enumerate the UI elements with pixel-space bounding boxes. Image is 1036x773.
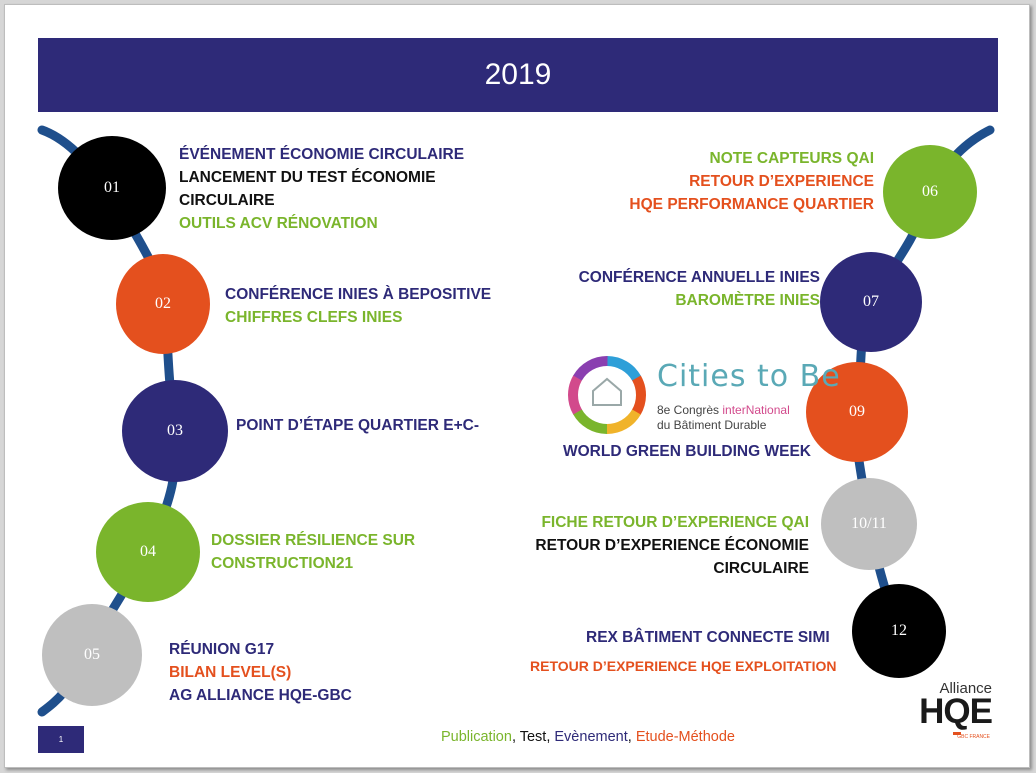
milestone-number: 03 [167,422,183,439]
milestone-line: CONFÉRENCE ANNUELLE INIES [578,269,820,286]
milestone-line: CONSTRUCTION21 [211,555,354,572]
milestone-text-07 [579,266,820,312]
milestone-number: 06 [922,183,938,200]
milestone-circle-03 [122,380,228,482]
alliance-hqe-logo [910,680,992,744]
milestone-text-12 [586,626,830,649]
page-number: 1 [58,735,64,744]
milestone-line: OUTILS ACV RÉNOVATION [179,215,378,232]
logo-alliance: Alliance [939,680,992,697]
legend-evenement: Evènement [554,729,628,745]
year-title: 2019 [484,58,552,91]
subtitle-line2: du Bâtiment Durable [657,418,767,432]
milestone-line: RETOUR D’EXPERIENCE ÉCONOMIE [535,537,809,554]
milestone-circle-12 [852,584,946,678]
legend-sep: , [546,729,555,745]
milestone-line: LANCEMENT DU TEST ÉCONOMIE [179,169,436,186]
milestone-number: 07 [863,293,879,310]
milestone-line: REX BÂTIMENT CONNECTE SIMI [586,629,830,646]
cities-to-be-emblem-icon [565,355,649,435]
milestone-text-01 [179,143,464,235]
logo-hqe: HQE [919,692,992,731]
subtitle-highlight: interNational [722,403,790,417]
milestone-text-04 [211,529,415,575]
milestone-line: RETOUR D’EXPERIENCE HQE EXPLOITATION [530,658,837,674]
milestone-line: AG ALLIANCE HQE-GBC [169,687,352,704]
milestone-text-05 [169,638,352,707]
milestone-number: 10/11 [851,515,887,532]
milestone-number: 04 [140,543,156,560]
milestone-line: BAROMÈTRE INIES [675,292,820,309]
milestone-line: CIRCULAIRE [179,192,275,209]
category-legend [441,729,735,745]
milestone-number: 12 [891,622,907,639]
milestone-text-02 [225,283,491,329]
milestone-line: RÉUNION G17 [169,641,275,658]
milestone-line: POINT D’ÉTAPE QUARTIER E+C- [236,417,479,434]
milestone-line: RETOUR D’EXPERIENCE [689,173,874,190]
page-number-box [38,726,84,753]
milestone-line: BILAN LEVEL(S) [169,664,292,681]
legend-sep: , [627,729,636,745]
milestone-number: 05 [84,646,100,663]
milestone-number: 02 [155,295,171,312]
legend-publication: Publication [441,729,512,745]
legend-sep: , [511,729,520,745]
milestone-circle-06 [883,145,977,239]
logo-gbc-france: GBC FRANCE [957,734,990,740]
milestone-circle-01 [58,136,166,240]
legend-etude: Etude-Méthode [635,729,735,745]
milestone-text-06 [629,147,874,216]
milestone-text-03 [236,414,479,437]
milestone-line: CHIFFRES CLEFS INIES [225,309,403,326]
milestone-line: CIRCULAIRE [713,560,809,577]
milestone-line: ÉVÉNEMENT ÉCONOMIE CIRCULAIRE [179,146,465,163]
milestone-text-12b [530,655,836,678]
cities-to-be-title: Cities to Be [657,359,841,394]
milestone-number: 01 [104,179,120,196]
milestone-line: DOSSIER RÉSILIENCE SUR [211,532,416,549]
cities-to-be-subtitle [657,403,790,433]
milestone-line: FICHE RETOUR D’EXPERIENCE QAI [541,514,809,531]
cities-to-be-logo [565,355,841,437]
milestone-circle-07 [820,252,922,352]
milestone-line: HQE PERFORMANCE QUARTIER [629,196,874,213]
legend-test: Test [519,729,547,745]
milestone-text-10-11 [535,511,809,580]
milestone-number: 09 [849,403,865,420]
milestone-circle-04 [96,502,200,602]
milestone-circle-05 [42,604,142,706]
milestone-line: CONFÉRENCE INIES À BEPOSITIVE [225,286,492,303]
milestone-circle-10-11 [821,478,917,570]
subtitle-pre: 8e Congrès [657,403,723,417]
world-green-building-week: WORLD GREEN BUILDING WEEK [563,443,811,460]
milestone-line: NOTE CAPTEURS QAI [709,150,874,167]
milestone-circle-02 [116,254,210,354]
